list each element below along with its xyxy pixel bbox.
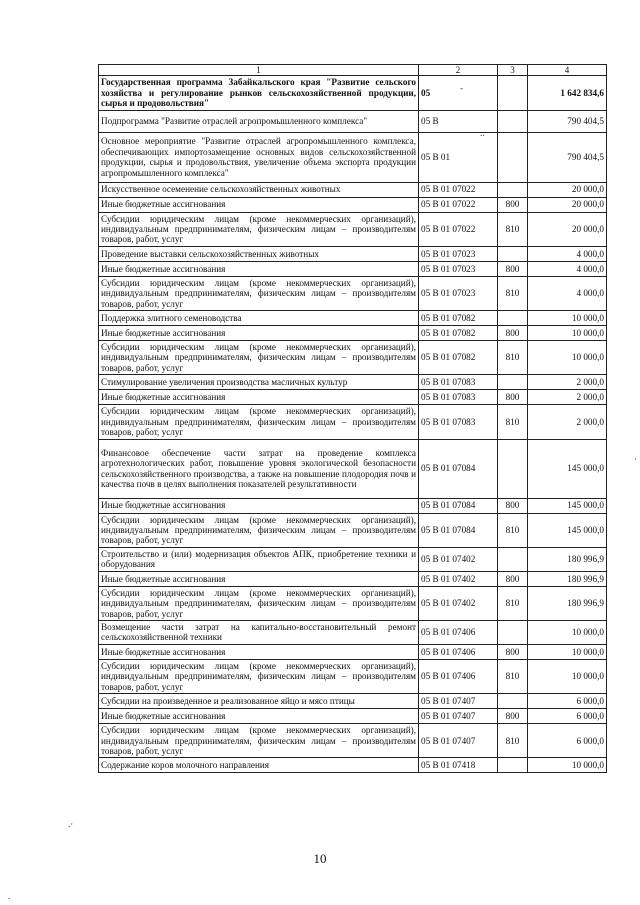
row-type-cell: 810 xyxy=(498,513,528,547)
table-row xyxy=(99,375,607,390)
row-name-cell: Искусственное осеменение сельскохозяйственных животных xyxy=(99,182,419,197)
row-amount-cell: 10 000,0 xyxy=(528,659,607,693)
table-row xyxy=(99,724,607,758)
row-amount-cell: 145 000,0 xyxy=(528,498,607,513)
row-amount-cell: 790 404,5 xyxy=(528,110,607,132)
row-code-cell: 05 В 01 07402 xyxy=(419,547,498,571)
row-name-cell: Субсидии юридическим лицам (кроме некоммерческих организаций), индивидуальным предпринимателям, физическим лицам – производителям товаров, работ, услуг xyxy=(99,212,419,246)
budget-table xyxy=(98,64,607,773)
row-name-cell: Субсидии юридическим лицам (кроме некоммерческих организаций), индивидуальным предпринимателям, физическим лицам – производителям товаров, работ, услуг xyxy=(99,513,419,547)
table-row xyxy=(99,76,607,110)
row-code-cell: 05 В 01 07023 xyxy=(419,246,498,261)
row-type-cell xyxy=(498,246,528,261)
row-code-cell: 05 В 01 07084 xyxy=(419,439,498,498)
row-amount-cell: 10 000,0 xyxy=(528,311,607,326)
table-row xyxy=(99,586,607,620)
row-type-cell: 800 xyxy=(498,261,528,276)
row-code-cell: 05 В 01 07407 xyxy=(419,694,498,709)
budget-table-body xyxy=(99,65,607,773)
row-type-cell: 810 xyxy=(498,724,528,758)
table-row xyxy=(99,246,607,261)
row-code-cell: 05 В 01 07084 xyxy=(419,513,498,547)
row-code-cell: 05 В 01 07402 xyxy=(419,586,498,620)
row-code-cell: 05 В 01 xyxy=(419,132,498,182)
column-number-row xyxy=(99,65,607,76)
row-name-cell: Иные бюджетные ассигнования xyxy=(99,498,419,513)
row-name-cell: Субсидии юридическим лицам (кроме некоммерческих организаций), индивидуальным предпринимателям, физическим лицам – производителям товаров, работ, услуг xyxy=(99,276,419,310)
row-code-cell: 05 В xyxy=(419,110,498,132)
row-amount-cell: 180 996,9 xyxy=(528,571,607,586)
row-amount-cell: 10 000,0 xyxy=(528,758,607,773)
row-code-cell: 05 В 01 07407 xyxy=(419,724,498,758)
row-name-cell: Субсидии юридическим лицам (кроме некоммерческих организаций), индивидуальным предпринимателям, физическим лицам – производителям товаров, работ, услуг xyxy=(99,586,419,620)
row-type-cell xyxy=(498,311,528,326)
row-amount-cell: 1 642 834,6 xyxy=(528,76,607,110)
row-amount-cell: 6 000,0 xyxy=(528,709,607,724)
row-code-cell: 05 В 01 07406 xyxy=(419,620,498,644)
row-name-cell: Поддержка элитного семеноводства xyxy=(99,311,419,326)
row-name-cell: Субсидии юридическим лицам (кроме некоммерческих организаций), индивидуальным предпринимателям, физическим лицам – производителям товаров, работ, услуг xyxy=(99,724,419,758)
row-name-cell: Иные бюджетные ассигнования xyxy=(99,571,419,586)
row-name-cell: Возмещение части затрат на капитально-восстановительный ремонт сельскохозяйственной техники xyxy=(99,620,419,644)
row-type-cell: 800 xyxy=(498,571,528,586)
table-row xyxy=(99,132,607,182)
row-code-cell: 05 xyxy=(419,76,498,110)
row-name-cell: Иные бюджетные ассигнования xyxy=(99,390,419,405)
row-amount-cell: 6 000,0 xyxy=(528,724,607,758)
row-code-cell: 05 В 01 07022 xyxy=(419,182,498,197)
row-code-cell: 05 В 01 07407 xyxy=(419,709,498,724)
row-type-cell xyxy=(498,439,528,498)
table-row xyxy=(99,498,607,513)
table-row xyxy=(99,197,607,212)
row-type-cell xyxy=(498,620,528,644)
row-code-cell: 05 В 01 07022 xyxy=(419,197,498,212)
row-amount-cell: 4 000,0 xyxy=(528,246,607,261)
row-code-cell: 05 В 01 07084 xyxy=(419,498,498,513)
row-code-cell: 05 В 01 07083 xyxy=(419,390,498,405)
row-amount-cell: 20 000,0 xyxy=(528,182,607,197)
row-name-cell: Финансовое обеспечение части затрат на проведение комплекса агротехнологических работ, повышение уровня экологической безопасности сельскохозяйственного производства, а также на повышение плодородия почв и качества почв в целях выполнения показателей результативности xyxy=(99,439,419,498)
row-amount-cell: 2 000,0 xyxy=(528,375,607,390)
row-code-cell: 05 В 01 07082 xyxy=(419,326,498,341)
row-type-cell: 810 xyxy=(498,341,528,375)
table-row xyxy=(99,439,607,498)
table-row xyxy=(99,276,607,310)
table-row xyxy=(99,513,607,547)
row-amount-cell: 4 000,0 xyxy=(528,261,607,276)
row-name-cell: Государственная программа Забайкальского края "Развитие сельского хозяйства и регулирование рынков сельскохозяйственной продукции, сырья и продовольствия" xyxy=(99,76,419,110)
table-row xyxy=(99,694,607,709)
table-row xyxy=(99,212,607,246)
row-name-cell: Иные бюджетные ассигнования xyxy=(99,261,419,276)
table-row xyxy=(99,311,607,326)
row-code-cell: 05 В 01 07023 xyxy=(419,261,498,276)
row-name-cell: Субсидии юридическим лицам (кроме некоммерческих организаций), индивидуальным предпринимателям, физическим лицам – производителям товаров, работ, услуг xyxy=(99,659,419,693)
page-number: 10 xyxy=(313,851,327,866)
row-code-cell: 05 В 01 07402 xyxy=(419,571,498,586)
row-amount-cell: 10 000,0 xyxy=(528,620,607,644)
row-type-cell xyxy=(498,694,528,709)
row-type-cell xyxy=(498,375,528,390)
row-name-cell: Иные бюджетные ассигнования xyxy=(99,197,419,212)
row-type-cell: 800 xyxy=(498,498,528,513)
table-row xyxy=(99,644,607,659)
row-code-cell: 05 В 01 07406 xyxy=(419,644,498,659)
table-row xyxy=(99,341,607,375)
row-code-cell: 05 В 01 07082 xyxy=(419,341,498,375)
row-type-cell: 810 xyxy=(498,212,528,246)
row-type-cell xyxy=(498,182,528,197)
row-type-cell: 810 xyxy=(498,405,528,439)
row-type-cell: 800 xyxy=(498,326,528,341)
row-name-cell: Иные бюджетные ассигнования xyxy=(99,644,419,659)
row-type-cell: 800 xyxy=(498,390,528,405)
row-name-cell: Основное мероприятие "Развитие отраслей агропромышленного комплекса, обеспечивающих импортозамещение основных видов сельскохозяйственной продукции, сырья и продовольствия, увеличение объема экспорта продукции агропромышленного комплекса" xyxy=(99,132,419,182)
row-name-cell: Содержание коров молочного направления xyxy=(99,758,419,773)
table-row xyxy=(99,110,607,132)
row-name-cell: Стимулирование увеличения производства масличных культур xyxy=(99,375,419,390)
scan-speck: · xyxy=(634,454,637,464)
row-name-cell: Иные бюджетные ассигнования xyxy=(99,709,419,724)
row-type-cell xyxy=(498,758,528,773)
row-amount-cell: 20 000,0 xyxy=(528,212,607,246)
table-row xyxy=(99,620,607,644)
row-amount-cell: 2 000,0 xyxy=(528,405,607,439)
row-code-cell: 05 В 01 07082 xyxy=(419,311,498,326)
row-type-cell xyxy=(498,132,528,182)
scan-speck: .. xyxy=(480,128,485,138)
row-name-cell: Иные бюджетные ассигнования xyxy=(99,326,419,341)
row-amount-cell: 10 000,0 xyxy=(528,341,607,375)
row-code-cell: 05 В 01 07083 xyxy=(419,405,498,439)
column-number-3: 3 xyxy=(498,65,528,76)
row-amount-cell: 2 000,0 xyxy=(528,390,607,405)
row-name-cell: Строительство и (или) модернизация объектов АПК, приобретение техники и оборудования xyxy=(99,547,419,571)
row-amount-cell: 6 000,0 xyxy=(528,694,607,709)
row-amount-cell: 180 996,9 xyxy=(528,547,607,571)
row-amount-cell: 180 996,9 xyxy=(528,586,607,620)
row-name-cell: Субсидии юридическим лицам (кроме некоммерческих организаций), индивидуальным предпринимателям, физическим лицам – производителям товаров, работ, услуг xyxy=(99,405,419,439)
row-amount-cell: 790 404,5 xyxy=(528,132,607,182)
table-row xyxy=(99,547,607,571)
row-type-cell: 810 xyxy=(498,659,528,693)
table-row xyxy=(99,326,607,341)
table-row xyxy=(99,390,607,405)
row-amount-cell: 20 000,0 xyxy=(528,197,607,212)
table-row xyxy=(99,709,607,724)
scan-speck: - xyxy=(460,83,463,93)
row-amount-cell: 10 000,0 xyxy=(528,644,607,659)
table-row xyxy=(99,182,607,197)
column-number-1: 1 xyxy=(99,65,419,76)
row-type-cell: 800 xyxy=(498,644,528,659)
row-amount-cell: 10 000,0 xyxy=(528,326,607,341)
row-type-cell: 810 xyxy=(498,586,528,620)
row-amount-cell: 145 000,0 xyxy=(528,513,607,547)
row-type-cell: 800 xyxy=(498,197,528,212)
row-amount-cell: 4 000,0 xyxy=(528,276,607,310)
scan-speck: .· xyxy=(68,819,74,829)
row-code-cell: 05 В 01 07406 xyxy=(419,659,498,693)
scan-speck: . xyxy=(8,891,11,901)
row-name-cell: Субсидии юридическим лицам (кроме некоммерческих организаций), индивидуальным предпринимателям, физическим лицам – производителям товаров, работ, услуг xyxy=(99,341,419,375)
row-type-cell: 800 xyxy=(498,709,528,724)
table-row xyxy=(99,261,607,276)
row-code-cell: 05 В 01 07418 xyxy=(419,758,498,773)
table-row xyxy=(99,659,607,693)
row-code-cell: 05 В 01 07083 xyxy=(419,375,498,390)
row-code-cell: 05 В 01 07023 xyxy=(419,276,498,310)
row-type-cell xyxy=(498,547,528,571)
row-type-cell: 810 xyxy=(498,276,528,310)
table-row xyxy=(99,405,607,439)
row-name-cell: Субсидии на произведенное и реализованное яйцо и мясо птицы xyxy=(99,694,419,709)
table-row xyxy=(99,571,607,586)
row-name-cell: Проведение выставки сельскохозяйственных животных xyxy=(99,246,419,261)
row-code-cell: 05 В 01 07022 xyxy=(419,212,498,246)
column-number-2: 2 xyxy=(419,65,498,76)
row-amount-cell: 145 000,0 xyxy=(528,439,607,498)
row-name-cell: Подпрограмма "Развитие отраслей агропромышленного комплекса" xyxy=(99,110,419,132)
row-type-cell xyxy=(498,110,528,132)
table-row xyxy=(99,758,607,773)
row-type-cell xyxy=(498,76,528,110)
column-number-4: 4 xyxy=(528,65,607,76)
